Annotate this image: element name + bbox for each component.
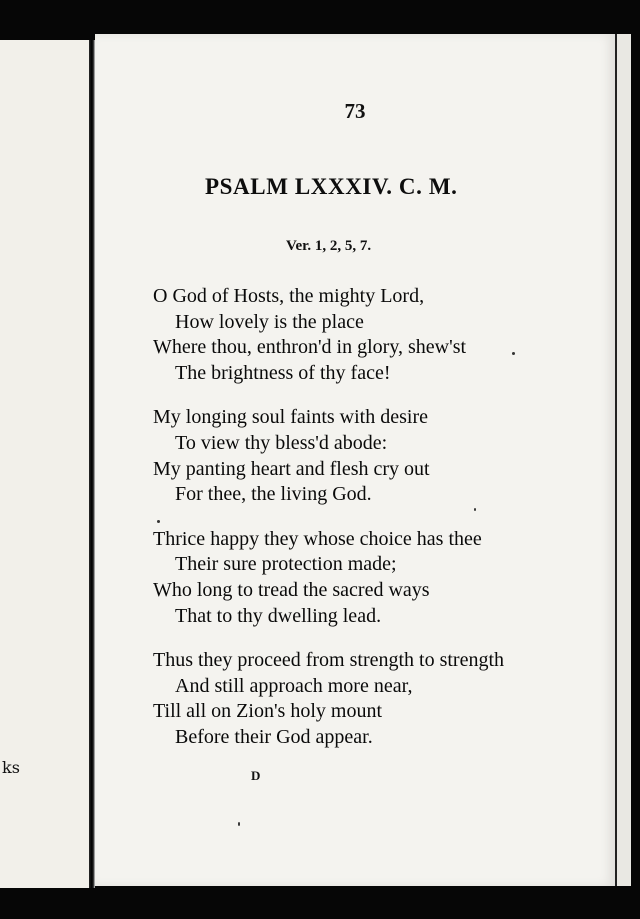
stanza xyxy=(153,648,504,750)
poem-line: My longing soul faints with desire xyxy=(153,406,428,429)
stanza xyxy=(153,405,504,507)
poem-line: And still approach more near, xyxy=(175,674,413,697)
scan-speck xyxy=(512,352,515,355)
stanza xyxy=(153,527,504,629)
printer-signature-mark: D xyxy=(251,768,261,783)
poem-line: O God of Hosts, the mighty Lord, xyxy=(153,285,425,307)
poem-line: Thus they proceed from strength to strength xyxy=(153,649,505,672)
verse-reference: Ver. 1, 2, 5, 7. xyxy=(286,238,372,254)
scan-speck xyxy=(238,822,240,826)
poem-line: Thrice happy they whose choice has thee xyxy=(153,527,482,550)
poem-line: My panting heart and flesh cry out xyxy=(153,457,430,480)
poem-line: Till all on Zion's holy mount xyxy=(153,700,383,723)
poem-line: To view thy bless'd abode: xyxy=(175,431,388,454)
poem-line: How lovely is the place xyxy=(175,310,364,333)
stanza xyxy=(153,284,504,386)
left-page-text-fragment: ks xyxy=(2,758,20,777)
poem-line: Who long to tread the sacred ways xyxy=(153,578,430,601)
scan-speck xyxy=(474,508,476,511)
poem-body xyxy=(153,284,504,770)
left-facing-page xyxy=(0,40,92,888)
poem-line: For thee, the living God. xyxy=(175,483,372,506)
poem-line: That to thy dwelling lead. xyxy=(175,604,382,627)
poem-line: Their sure protection made; xyxy=(175,553,397,576)
poem-line: Before their God appear. xyxy=(175,725,373,748)
poem-line: Where thou, enthron'd in glory, shew'st xyxy=(153,336,467,359)
psalm-title: PSALM LXXXIV. C. M. xyxy=(205,174,458,199)
scan-speck xyxy=(157,520,160,523)
poem-line: The brightness of thy face! xyxy=(175,361,391,384)
page-number: 73 xyxy=(344,99,366,123)
page-edge xyxy=(615,34,631,886)
